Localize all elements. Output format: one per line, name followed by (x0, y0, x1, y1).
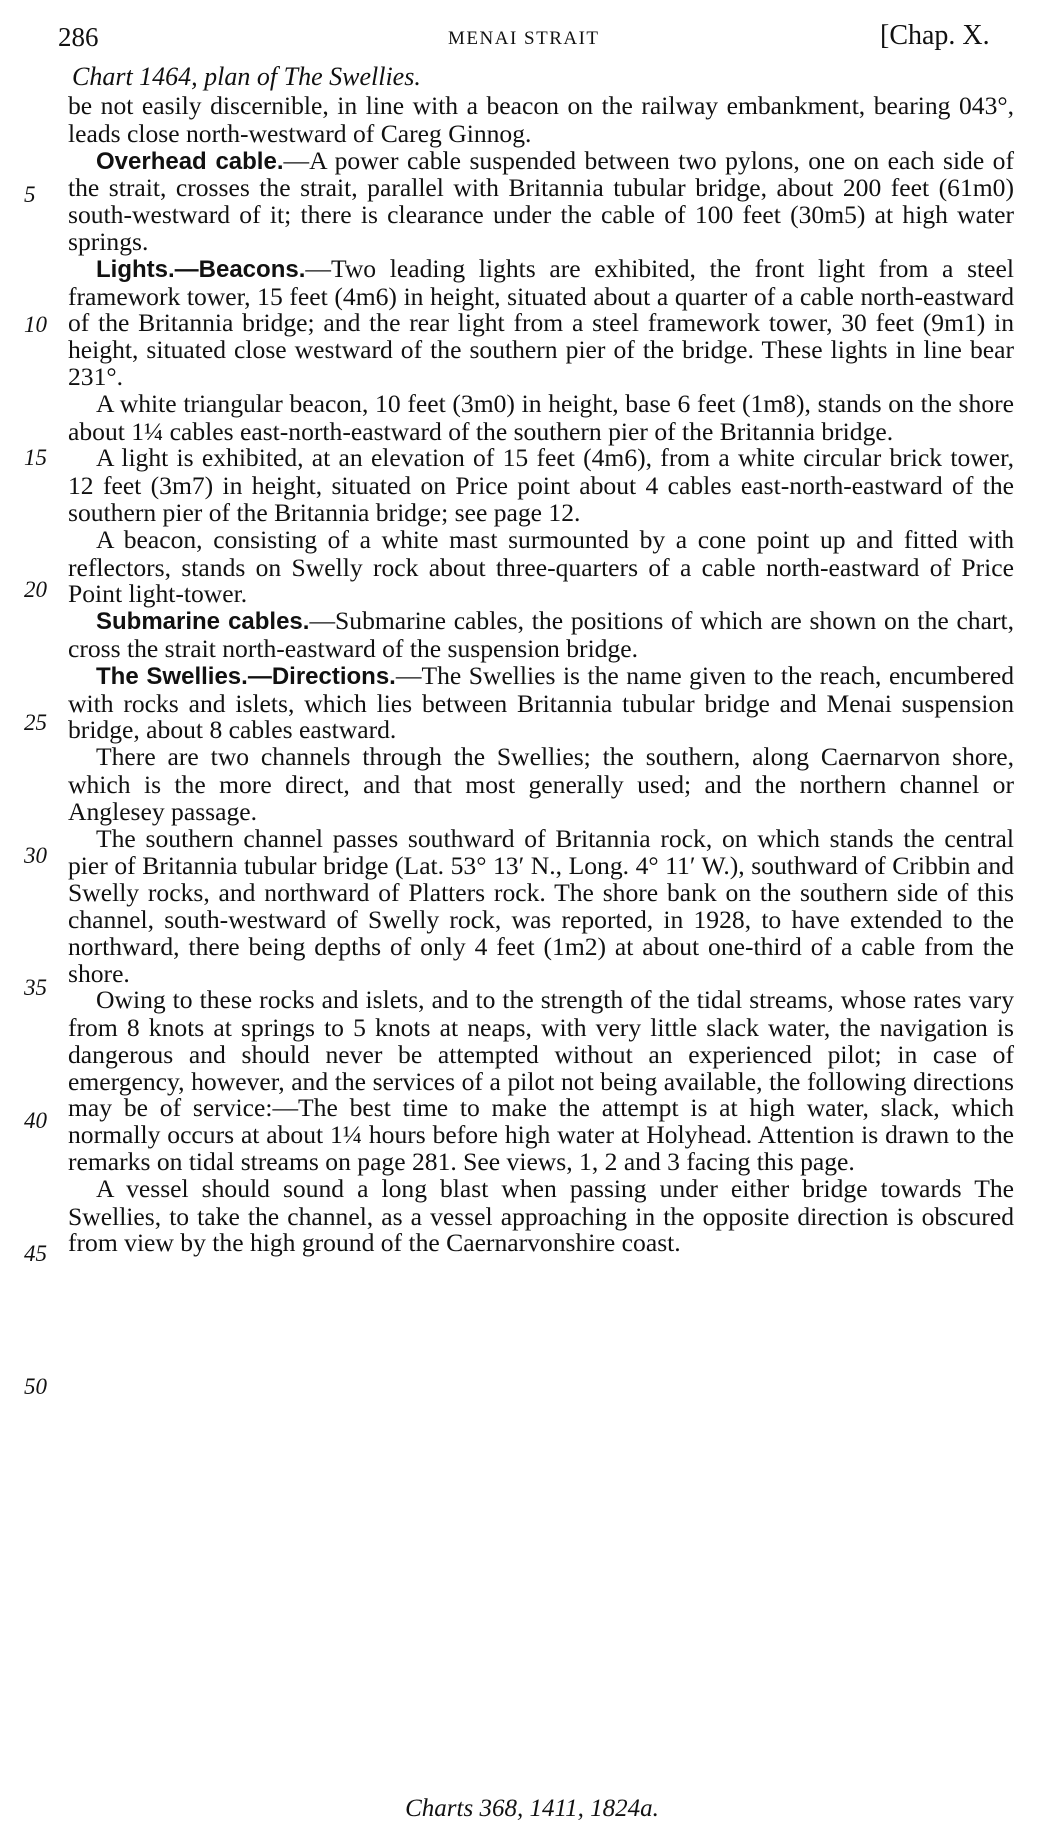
paragraph (68, 660, 1014, 745)
line-number: 45 (24, 1241, 47, 1266)
paragraph (68, 608, 1014, 663)
line-number: 40 (24, 1108, 47, 1133)
paragraph-heading: The Swellies.—Directions. (96, 662, 396, 690)
running-title: MENAI STRAIT (448, 28, 600, 49)
line-number: 10 (24, 312, 47, 337)
chapter-label: [Chap. X. (880, 20, 990, 51)
paragraph-body: The southern channel passes southward of Britannia rock, on which stands the central pier of Britannia tubular bridge (Lat. 53° 13′ N., Long. 4° 11′ W.), southward of Cribbin and Swelly rocks, and northward of Platters rock. The shore bank on the southern side of this channel, south-westward of Swelly rock, was reported, in 1928, to have extended to the northward, there being depths of only 4 feet (1m2) at about one-third of a cable from the shore. (68, 823, 1014, 988)
paragraph (68, 823, 1014, 988)
paragraph-body: A white triangular beacon, 10 feet (3m0) in height, base 6 feet (1m8), stands on the shore about 1¼ cables east-north-eastward of the southern pier of the Britannia bridge. (68, 388, 1014, 446)
paragraph (68, 987, 1014, 1176)
line-number: 35 (24, 975, 47, 1000)
chart-reference-top: Chart 1464, plan of The Swellies. (72, 62, 421, 91)
paragraph (68, 445, 1014, 526)
line-number: 20 (24, 577, 47, 602)
line-number: 25 (24, 710, 47, 735)
paragraph (68, 744, 1014, 825)
paragraph-body: A beacon, consisting of a white mast surmounted by a cone point up and fitted with reflectors, stands on Swelly rock about three-quarters of a cable north-eastward of Price Point light-tower. (68, 524, 1014, 609)
paragraph (68, 1173, 1014, 1258)
body-text (68, 93, 1014, 1257)
paragraph-heading: Overhead cable. (96, 147, 284, 175)
paragraph-body: Owing to these rocks and islets, and to the strength of the tidal streams, whose rates vary from 8 knots at springs to 5 knots at neaps, with very little slack water, the navigation is dangerous and should never be attempted without an experienced pilot; in case of emergency, however, and the services of a pilot not being available, the following directions may be of service:—The best time to make the attempt is at high water, slack, which normally occurs at about 1¼ hours before high water at Holyhead. Attention is drawn to the remarks on tidal streams on page 281. See views, 1, 2 and 3 facing this page. (68, 985, 1014, 1177)
paragraph-body: A light is exhibited, at an elevation of 15 feet (4m6), from a white circular brick tower, 12 feet (3m7) in height, situated on Price point about 4 cables east-north-eastward of the southern pier of the Britannia bridge; see page 12. (68, 443, 1014, 527)
paragraph-body: There are two channels through the Swellies; the southern, along Caernarvon shore, which is the more direct, and that most generally used; and the northern channel or Anglesey passage. (68, 742, 1014, 826)
paragraph-heading: Lights.—Beacons. (96, 255, 306, 283)
line-number: 5 (24, 182, 36, 207)
paragraph (68, 388, 1014, 446)
paragraph (68, 253, 1014, 391)
paragraph (68, 145, 1014, 256)
line-number: 15 (24, 445, 47, 470)
paragraph-body: A vessel should sound a long blast when passing under either bridge towards The Swellies, to take the channel, as a vessel approaching in the opposite direction is obscured from view by the high ground of the Caernarvonshire coast. (68, 1173, 1014, 1258)
paragraph-body: —Submarine cables, the positions of which are shown on the chart, cross the strait north-eastward of the suspension bridge. (68, 606, 1014, 663)
chart-reference-footer: Charts 368, 1411, 1824a. (405, 1795, 659, 1822)
paragraph-heading: Submarine cables. (96, 608, 310, 636)
paragraph-body: —Two leading lights are exhibited, the front light from a steel framework tower, 15 feet (4m6) in height, situated about a quarter of a cable north-eastward of the Britannia bridge; and the rear light from a steel framework tower, 30 feet (9m1) in height, situated close westward of the southern pier of the bridge. These lights in line bear 231°. (68, 253, 1014, 391)
line-number: 50 (24, 1374, 47, 1399)
paragraph-body: —A power cable suspended between two pylons, one on each side of the strait, crosses the strait, parallel with Britannia tubular bridge, about 200 feet (61m0) south-westward of it; there is clearance under the cable of 100 feet (30m5) at high water springs. (68, 145, 1014, 256)
paragraph (68, 524, 1014, 609)
page-number: 286 (58, 22, 99, 52)
paragraph (68, 93, 1014, 148)
paragraph-body: —The Swellies is the name given to the reach, encumbered with rocks and islets, which lies between Britannia tubular bridge and Menai suspension bridge, about 8 cables eastward. (68, 660, 1014, 745)
line-number: 30 (24, 843, 47, 868)
page-header (0, 14, 1064, 54)
paragraph-body: be not easily discernible, in line with a beacon on the railway embankment, bearing 043°, leads close north-westward of Careg Ginnog. (68, 91, 1014, 148)
